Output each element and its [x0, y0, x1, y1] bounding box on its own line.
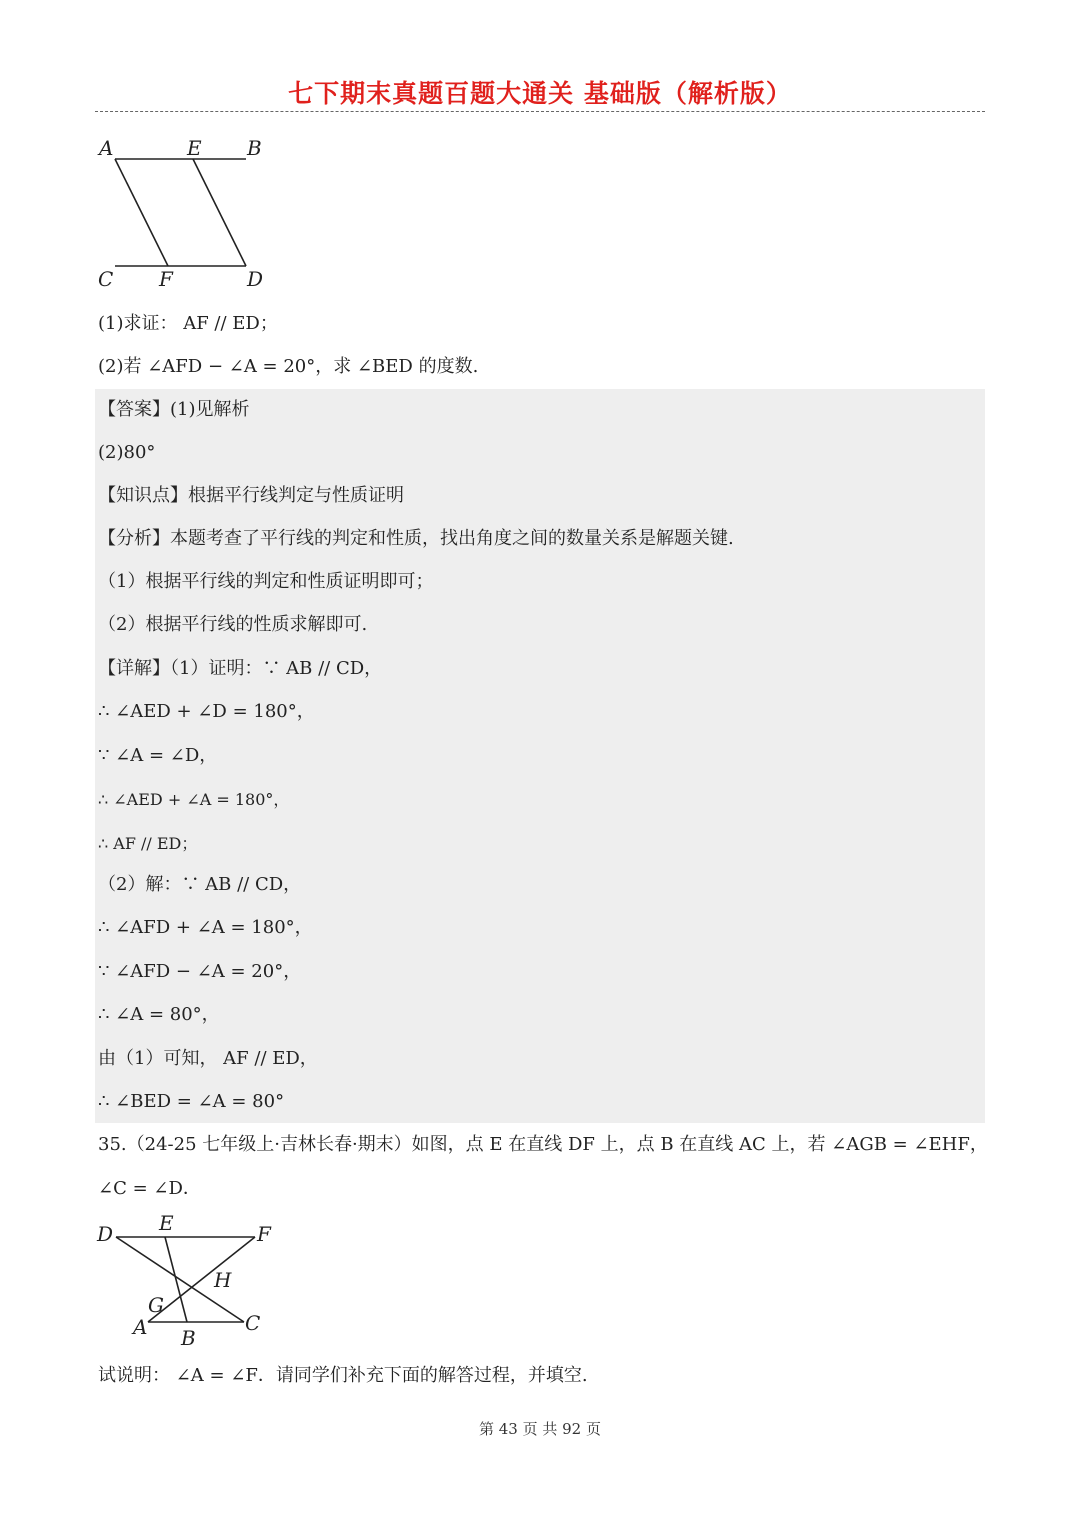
answer-line: （2）根据平行线的性质求解即可. — [98, 614, 368, 635]
header-divider — [95, 111, 985, 112]
label-f: F — [159, 267, 173, 291]
answer-line: ∴ ∠A = 80°， — [98, 1004, 220, 1025]
answer-line: ∵ ∠A = ∠D， — [98, 745, 218, 766]
label-b: B — [247, 136, 262, 160]
answer-line: ∴ AF // ED； — [98, 834, 198, 853]
answer-line: ∴ ∠AFD + ∠A = 180°， — [98, 917, 313, 938]
answer-line: （1）根据平行线的判定和性质证明即可； — [98, 571, 434, 592]
answer-line: ∴ ∠BED = ∠A = 80° — [98, 1091, 285, 1112]
problem-35-condition: ∠C = ∠D． — [98, 1178, 201, 1199]
label-f: F — [257, 1222, 271, 1246]
figure-parallel-lines-2 — [95, 1210, 280, 1350]
answer-line: 【详解】（1）证明：∵ AB // CD， — [98, 658, 383, 679]
label-d: D — [97, 1222, 114, 1246]
answer-line: ∴ ∠AED + ∠A = 180°， — [98, 790, 290, 809]
answer-line: (2)80° — [98, 442, 156, 463]
segment-eb — [165, 1237, 187, 1322]
label-c: C — [245, 1311, 261, 1335]
label-a: A — [99, 136, 114, 160]
label-e: E — [159, 1211, 174, 1235]
answer-line: 由（1）可知， AF // ED， — [98, 1048, 318, 1069]
problem-35-statement: 35.（24-25 七年级上·吉林长春·期末）如图，点 E 在直线 DF 上，点 B 在直线 AC 上，若 ∠AGB = ∠EHF， — [98, 1134, 988, 1155]
page-header-title: 七下期末真题百题大通关 基础版（解析版） — [288, 79, 792, 108]
label-a: A — [133, 1315, 148, 1339]
question-part-1: (1)求证： AF // ED； — [98, 313, 278, 334]
answer-line: 【答案】(1)见解析 — [98, 399, 250, 420]
label-d: D — [247, 267, 264, 291]
instruction-text: 试说明： ∠A = ∠F．请同学们补充下面的解答过程，并填空. — [98, 1365, 588, 1386]
answer-line: ∵ ∠AFD − ∠A = 20°， — [98, 961, 302, 982]
answer-line: 【分析】本题考查了平行线的判定和性质，找出角度之间的数量关系是解题关键. — [98, 528, 734, 549]
answer-line: 【知识点】根据平行线判定与性质证明 — [98, 485, 404, 506]
label-c: C — [98, 267, 114, 291]
segment-ed — [193, 159, 246, 266]
page-footer: 第 43 页 共 92 页 — [478, 1420, 601, 1438]
label-e: E — [187, 136, 202, 160]
segment-fa — [148, 1237, 255, 1322]
answer-line: ∴ ∠AED + ∠D = 180°， — [98, 701, 315, 722]
label-h: H — [214, 1268, 232, 1292]
figure-parallel-lines-1 — [95, 132, 285, 297]
answer-line: （2）解：∵ AB // CD， — [98, 874, 302, 895]
label-b: B — [181, 1326, 196, 1350]
label-g: G — [148, 1293, 164, 1317]
segment-af — [115, 159, 168, 266]
question-part-2: (2)若 ∠AFD − ∠A = 20°，求 ∠BED 的度数. — [98, 356, 479, 377]
